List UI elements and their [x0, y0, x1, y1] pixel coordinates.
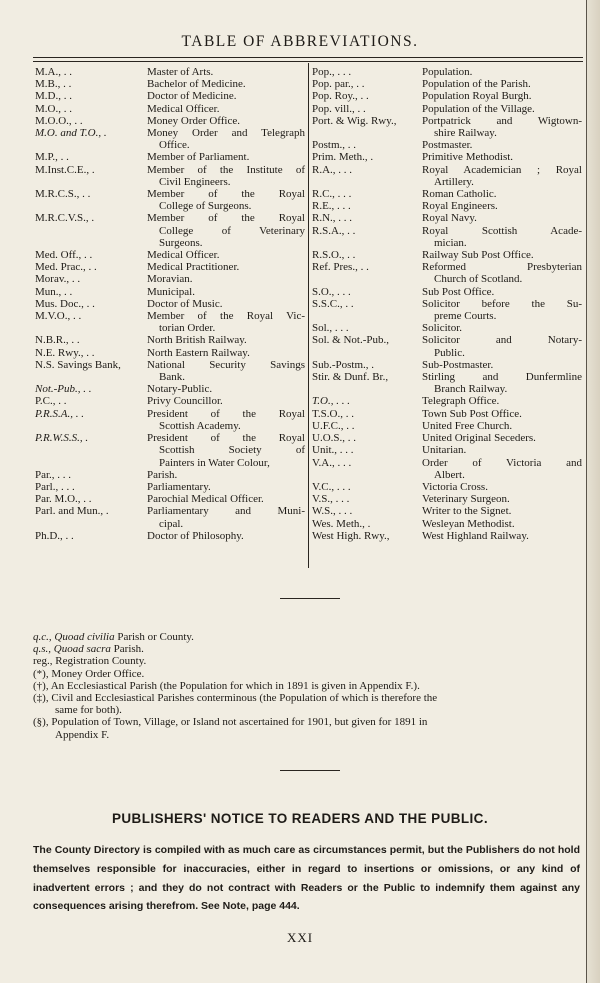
abbreviation-term: N.B.R., . . [35, 334, 80, 347]
abbreviation-meaning [147, 408, 305, 432]
abbreviation-meaning [422, 225, 582, 249]
note-text: Civil and Ecclesiastical Parishes conterminous (the Population of which is therefore the [51, 692, 438, 705]
abbreviation-meaning [422, 481, 582, 493]
abbreviation-entry [35, 334, 305, 346]
meaning-line: Money Order and Telegraph [147, 127, 305, 140]
abbreviation-term: Sub.-Postm., . [312, 358, 375, 371]
abbreviation-meaning [422, 261, 582, 285]
abbreviation-entry [35, 90, 305, 102]
abbreviation-term: Morav., . . [35, 273, 81, 286]
abbreviation-entry [312, 420, 582, 432]
meaning-line: Primitive Methodist. [422, 151, 514, 164]
note-key: (*), [33, 667, 49, 680]
abbreviation-meaning [147, 334, 305, 346]
meaning-line: torian Order. [159, 322, 216, 335]
abbreviation-term: T.S.O., . . [312, 407, 354, 420]
abbreviation-entry [35, 408, 305, 432]
meaning-line: United Original Seceders. [422, 432, 536, 445]
meaning-line: Medical Officer. [147, 102, 220, 115]
abbreviation-meaning [422, 457, 582, 481]
meaning-line: Member of the Royal [147, 188, 305, 201]
abbreviation-meaning [147, 530, 305, 542]
meaning-line: Solicitor before the Su- [422, 297, 582, 310]
abbreviation-term: P.R.W.S.S., . [35, 432, 89, 445]
abbreviation-entry [312, 286, 582, 298]
abbreviation-term: Par., . . . [35, 468, 72, 481]
abbreviation-meaning [422, 200, 582, 212]
abbreviation-term: Sol. & Not.-Pub., [312, 334, 390, 347]
abbreviation-meaning [422, 444, 582, 456]
abbreviation-meaning [422, 298, 582, 322]
abbreviation-meaning [422, 505, 582, 517]
abbreviation-term: M.D., . . [35, 90, 72, 103]
meaning-line: Portpatrick and Wigtown- [422, 114, 582, 127]
abbreviation-term: M.V.O., . . [35, 310, 82, 323]
meaning-line: Town Sub Post Office. [422, 407, 522, 420]
abbreviation-term: R.E., . . . [312, 200, 351, 213]
abbreviation-meaning [147, 249, 305, 261]
abbreviation-meaning [147, 115, 305, 127]
abbreviations-left-column [35, 66, 305, 542]
meaning-line: College of Surgeons. [159, 200, 252, 213]
abbreviation-entry [312, 164, 582, 188]
abbreviation-term: Ph.D., . . [35, 529, 74, 542]
abbreviation-entry [312, 481, 582, 493]
meaning-line: Bank. [159, 371, 185, 384]
abbreviation-term: M.R.C.S., . . [35, 188, 91, 201]
meaning-line: Medical Practitioner. [147, 261, 240, 274]
abbreviation-meaning [422, 78, 582, 90]
meaning-line: Roman Catholic. [422, 188, 497, 201]
meaning-line: Moravian. [147, 273, 193, 286]
abbreviation-entry [35, 127, 305, 151]
abbreviation-meaning [147, 383, 305, 395]
top-rule-inner [33, 61, 583, 62]
abbreviation-term: V.C., . . . [312, 480, 351, 493]
meaning-line: Royal Navy. [422, 212, 477, 225]
abbreviation-meaning [147, 261, 305, 273]
abbreviation-entry [312, 395, 582, 407]
abbreviation-meaning [422, 395, 582, 407]
abbreviation-meaning [147, 164, 305, 188]
abbreviation-entry [35, 273, 305, 285]
abbreviation-term: Pop., . . . [312, 66, 352, 78]
abbreviation-meaning [147, 90, 305, 102]
meaning-line: Order of Victoria and [422, 456, 582, 469]
abbreviation-term: S.S.C., . . [312, 297, 354, 310]
abbreviation-term: M.O.O., . . [35, 114, 83, 127]
meaning-line: preme Courts. [434, 310, 497, 323]
abbreviations-right-column [312, 66, 582, 542]
abbreviation-entry [312, 530, 582, 542]
abbreviation-term: Wes. Meth., . [312, 517, 371, 530]
abbreviation-term: R.S.O., . . [312, 249, 356, 262]
abbreviation-meaning [147, 212, 305, 249]
abbreviation-meaning [147, 469, 305, 481]
meaning-line: Telegraph Office. [422, 395, 500, 408]
meaning-line: Royal Engineers. [422, 200, 498, 213]
abbreviation-meaning [147, 493, 305, 505]
meaning-line: Public. [434, 346, 465, 359]
abbreviation-meaning [422, 420, 582, 432]
abbreviation-meaning [147, 432, 305, 469]
meaning-line: Parliamentary. [147, 480, 211, 493]
abbreviation-entry [312, 225, 582, 249]
abbreviation-meaning [422, 249, 582, 261]
abbreviation-entry [312, 371, 582, 395]
abbreviation-entry [35, 188, 305, 212]
meaning-line: Sub Post Office. [422, 285, 495, 298]
note-latin-term: Quoad sacra [53, 643, 111, 656]
abbreviation-entry [35, 212, 305, 249]
meaning-line: Medical Officer. [147, 249, 220, 262]
meaning-line: Scottish Academy. [159, 419, 241, 432]
abbreviation-entry [312, 188, 582, 200]
note-key: (†), [33, 679, 49, 692]
abbreviation-term: Pop. vill., . . [312, 102, 366, 115]
abbreviation-entry [312, 408, 582, 420]
abbreviation-term: P.C., . . [35, 395, 67, 408]
meaning-line: West Highland Railway. [422, 529, 529, 542]
abbreviation-meaning [422, 408, 582, 420]
abbreviation-entry [312, 139, 582, 151]
abbreviation-meaning [147, 298, 305, 310]
abbreviation-term: M.B., . . [35, 78, 72, 91]
abbreviation-term: V.S., . . . [312, 493, 350, 506]
meaning-line: Member of the Institute of [147, 163, 305, 176]
meaning-line: mician. [434, 236, 467, 249]
abbreviation-term: Port. & Wig. Rwy., [312, 114, 397, 127]
note-entry [33, 631, 580, 643]
meaning-line: cipal. [159, 517, 184, 530]
abbreviation-meaning [422, 90, 582, 102]
abbreviation-entry [312, 151, 582, 163]
abbreviation-term: M.R.C.V.S., . [35, 212, 95, 225]
abbreviation-term: W.S., . . . [312, 505, 353, 518]
symbols-notes [33, 631, 580, 741]
abbreviation-meaning [147, 188, 305, 212]
meaning-line: Parish. [147, 468, 178, 481]
abbreviation-term: West High. Rwy., [312, 529, 390, 542]
meaning-line: Money Order Office. [147, 114, 240, 127]
meaning-line: Population of the Village. [422, 102, 535, 115]
abbreviation-meaning [422, 518, 582, 530]
abbreviation-meaning [422, 493, 582, 505]
abbreviation-term: Prim. Meth., . [312, 151, 374, 164]
abbreviation-meaning [147, 505, 305, 529]
abbreviation-term: M.A., . . [35, 66, 72, 78]
abbreviation-entry [35, 164, 305, 188]
abbreviation-entry [35, 115, 305, 127]
abbreviation-term: N.S. Savings Bank, [35, 358, 121, 371]
abbreviation-term: S.O., . . . [312, 285, 351, 298]
note-entry [33, 643, 580, 655]
abbreviation-term: Parl. and Mun., . [35, 505, 109, 518]
abbreviation-term: Mun., . . [35, 285, 73, 298]
abbreviation-entry [35, 310, 305, 334]
note-key: reg., [33, 655, 53, 668]
meaning-line: Office. [159, 139, 190, 152]
meaning-line: Branch Railway. [434, 383, 508, 396]
note-latin-term: Quoad civilia [54, 631, 115, 643]
note-entry [33, 680, 580, 692]
abbreviation-meaning [422, 286, 582, 298]
abbreviation-entry [312, 457, 582, 481]
abbreviation-meaning [422, 139, 582, 151]
note-entry [33, 655, 580, 667]
meaning-line: College of Veterinary [159, 224, 305, 237]
meaning-line: shire Railway. [434, 127, 497, 140]
abbreviation-entry [312, 103, 582, 115]
meaning-line: Royal Scottish Acade- [422, 224, 582, 237]
abbreviation-entry [312, 518, 582, 530]
abbreviation-term: M.Inst.C.E., . [35, 163, 95, 176]
abbreviation-entry [312, 261, 582, 285]
abbreviation-entry [35, 66, 305, 78]
abbreviation-entry [312, 298, 582, 322]
abbreviation-term: R.A., . . . [312, 163, 353, 176]
abbreviation-entry [35, 395, 305, 407]
note-entry [33, 668, 580, 680]
abbreviation-entry [35, 286, 305, 298]
abbreviation-term: Mus. Doc., . . [35, 297, 95, 310]
abbreviation-term: Sol., . . . [312, 322, 349, 335]
abbreviation-entry [35, 469, 305, 481]
page-number: XXI [286, 930, 314, 945]
abbreviation-meaning [147, 481, 305, 493]
column-divider [308, 63, 309, 568]
abbreviation-entry [35, 481, 305, 493]
abbreviation-term: U.O.S., . . [312, 432, 357, 445]
abbreviation-entry [35, 78, 305, 90]
abbreviation-meaning [147, 286, 305, 298]
abbreviation-term: Par. M.O., . . [35, 493, 92, 506]
abbreviation-meaning [422, 188, 582, 200]
abbreviation-meaning [147, 347, 305, 359]
note-entry [33, 716, 580, 740]
meaning-line: Population of the Parish. [422, 78, 531, 91]
abbreviation-term: Med. Prac., . . [35, 261, 97, 274]
abbreviation-entry [312, 200, 582, 212]
meaning-line: Municipal. [147, 285, 195, 298]
abbreviation-entry [312, 249, 582, 261]
note-text: Money Order Office. [51, 667, 145, 680]
abbreviation-term: Parl., . . . [35, 480, 75, 493]
abbreviation-entry [312, 212, 582, 224]
abbreviation-meaning [422, 151, 582, 163]
top-rule [33, 57, 583, 58]
abbreviation-entry [312, 90, 582, 102]
abbreviation-meaning [422, 115, 582, 139]
abbreviation-entry [312, 78, 582, 90]
abbreviation-entry [35, 432, 305, 469]
section-separator-2 [280, 770, 340, 771]
abbreviation-meaning [422, 164, 582, 188]
meaning-line: Church of Scotland. [434, 273, 523, 286]
abbreviation-entry [35, 493, 305, 505]
meaning-line: Postmaster. [422, 139, 473, 152]
abbreviation-term: Not.-Pub., . . [35, 383, 92, 396]
note-text: An Ecclesiastical Parish (the Population for which in 1891 is given in Appendix F.). [50, 679, 420, 692]
meaning-line: Wesleyan Methodist. [422, 517, 515, 530]
note-text: Population of Town, Village, or Island not ascertained for 1901, but given for 1891 in [51, 716, 428, 729]
abbreviation-entry [312, 359, 582, 371]
meaning-line: Victoria Cross. [422, 480, 488, 493]
note-text: Parish. [110, 643, 144, 656]
abbreviation-meaning [147, 359, 305, 383]
abbreviation-meaning [422, 103, 582, 115]
meaning-line: Population. [422, 66, 473, 78]
meaning-line: Notary-Public. [147, 383, 213, 396]
note-continuation: Appendix F. [55, 728, 110, 741]
meaning-line: Railway Sub Post Office. [422, 249, 534, 262]
meaning-line: Writer to the Signet. [422, 505, 512, 518]
abbreviation-meaning [147, 273, 305, 285]
abbreviation-entry [312, 432, 582, 444]
note-text: Parish or County. [114, 631, 194, 643]
abbreviation-entry [312, 444, 582, 456]
meaning-line: Albert. [434, 468, 465, 481]
abbreviation-term: R.N., . . . [312, 212, 353, 225]
abbreviation-entry [312, 322, 582, 334]
abbreviation-meaning [422, 530, 582, 542]
abbreviation-meaning [147, 310, 305, 334]
meaning-line: Member of Parliament. [147, 151, 250, 164]
meaning-line: Artillery. [434, 175, 474, 188]
note-key: (‡), [33, 692, 49, 705]
abbreviation-entry [35, 249, 305, 261]
abbreviation-entry [35, 298, 305, 310]
meaning-line: Doctor of Medicine. [147, 90, 237, 103]
abbreviation-meaning [422, 432, 582, 444]
meaning-line: Civil Engineers. [159, 175, 231, 188]
meaning-line: Solicitor. [422, 322, 463, 335]
abbreviation-term: Postm., . . [312, 139, 357, 152]
abbreviation-term: P.R.S.A., . . [35, 407, 84, 420]
abbreviation-meaning [147, 66, 305, 78]
abbreviation-term: U.F.C., . . [312, 419, 355, 432]
abbreviation-entry [312, 115, 582, 139]
meaning-line: National Security Savings [147, 358, 305, 371]
abbreviation-entry [35, 347, 305, 359]
abbreviation-entry [312, 334, 582, 358]
meaning-line: Parliamentary and Muni- [147, 505, 305, 518]
abbreviation-term: M.O., . . [35, 102, 72, 115]
abbreviation-meaning [422, 212, 582, 224]
page-title: TABLE OF ABBREVIATIONS. [181, 33, 419, 50]
meaning-line: Doctor of Philosophy. [147, 529, 244, 542]
meaning-line: President of the Royal [147, 407, 305, 420]
meaning-line: United Free Church. [422, 419, 513, 432]
abbreviation-entry [35, 505, 305, 529]
abbreviation-entry [312, 505, 582, 517]
meaning-line: North British Railway. [147, 334, 247, 347]
abbreviation-term: T.O., . . . [312, 395, 350, 408]
meaning-line: Solicitor and Notary- [422, 334, 582, 347]
abbreviation-meaning [147, 103, 305, 115]
meaning-line: Parochial Medical Officer. [147, 493, 264, 506]
abbreviation-entry [312, 66, 582, 78]
abbreviation-meaning [422, 322, 582, 334]
section-separator [280, 598, 340, 599]
abbreviation-term: Unit., . . . [312, 444, 354, 457]
meaning-line: Royal Academician ; Royal [422, 163, 582, 176]
adjacent-page-edge [587, 0, 600, 983]
meaning-line: Doctor of Music. [147, 297, 223, 310]
note-key: q.c., [33, 631, 52, 643]
abbreviation-meaning [147, 127, 305, 151]
abbreviation-term: Pop. par., . . [312, 78, 365, 91]
abbreviation-entry [312, 493, 582, 505]
meaning-line: Reformed Presbyterian [422, 261, 582, 274]
meaning-line: President of the Royal [147, 432, 305, 445]
meaning-line: Privy Councillor. [147, 395, 223, 408]
notice-body: The County Directory is compiled with as much care as circumstances permit, but the Publishers do not hold themselves responsible for inaccuracies, either in regard to insertions or omissions, or any kind of inadvertent errors ; and they do not contract with Readers or the Public to indemnify them against any consequences arising therefrom. See Note, page 444. [33, 844, 580, 913]
meaning-line: Bachelor of Medicine. [147, 78, 246, 91]
meaning-line: Scottish Society of [159, 444, 305, 457]
meaning-line: Master of Arts. [147, 66, 214, 78]
note-key: (§), [33, 716, 49, 729]
note-entry [33, 692, 580, 716]
meaning-line: Unitarian. [422, 444, 467, 457]
abbreviation-term: N.E. Rwy., . . [35, 346, 95, 359]
abbreviation-term: M.O. and T.O., . [35, 127, 107, 140]
abbreviation-entry [35, 530, 305, 542]
abbreviation-term: R.C., . . . [312, 188, 352, 201]
abbreviation-entry [35, 359, 305, 383]
abbreviation-term: R.S.A., . . [312, 224, 356, 237]
abbreviation-entry [35, 383, 305, 395]
meaning-line: Member of the Royal [147, 212, 305, 225]
abbreviation-entry [35, 103, 305, 115]
abbreviation-term: M.P., . . [35, 151, 69, 164]
meaning-line: Stirling and Dunfermline [422, 371, 582, 384]
abbreviation-term: Stir. & Dunf. Br., [312, 371, 389, 384]
abbreviation-entry [35, 261, 305, 273]
note-key: q.s., [33, 643, 52, 656]
abbreviation-term: Pop. Roy., . . [312, 90, 369, 103]
abbreviation-term: V.A., . . . [312, 456, 352, 469]
meaning-line: North Eastern Railway. [147, 346, 250, 359]
meaning-line: Painters in Water Colour, [159, 456, 270, 469]
meaning-line: Member of the Royal Vic- [147, 310, 305, 323]
note-continuation: same for both). [55, 704, 122, 717]
abbreviation-meaning [422, 359, 582, 371]
abbreviation-term: Ref. Pres., . . [312, 261, 369, 274]
abbreviation-meaning [422, 334, 582, 358]
note-text: Registration County. [55, 655, 147, 668]
abbreviation-meaning [422, 66, 582, 78]
meaning-line: Veterinary Surgeon. [422, 493, 510, 506]
abbreviation-entry [35, 151, 305, 163]
abbreviation-meaning [147, 78, 305, 90]
notice-title: PUBLISHERS' NOTICE TO READERS AND THE PUBLIC. [112, 811, 488, 826]
meaning-line: Population Royal Burgh. [422, 90, 532, 103]
meaning-line: Sub-Postmaster. [422, 358, 494, 371]
abbreviation-meaning [422, 371, 582, 395]
abbreviation-meaning [147, 151, 305, 163]
meaning-line: Surgeons. [159, 236, 203, 249]
abbreviation-meaning [147, 395, 305, 407]
abbreviation-term: Med. Off., . . [35, 249, 93, 262]
